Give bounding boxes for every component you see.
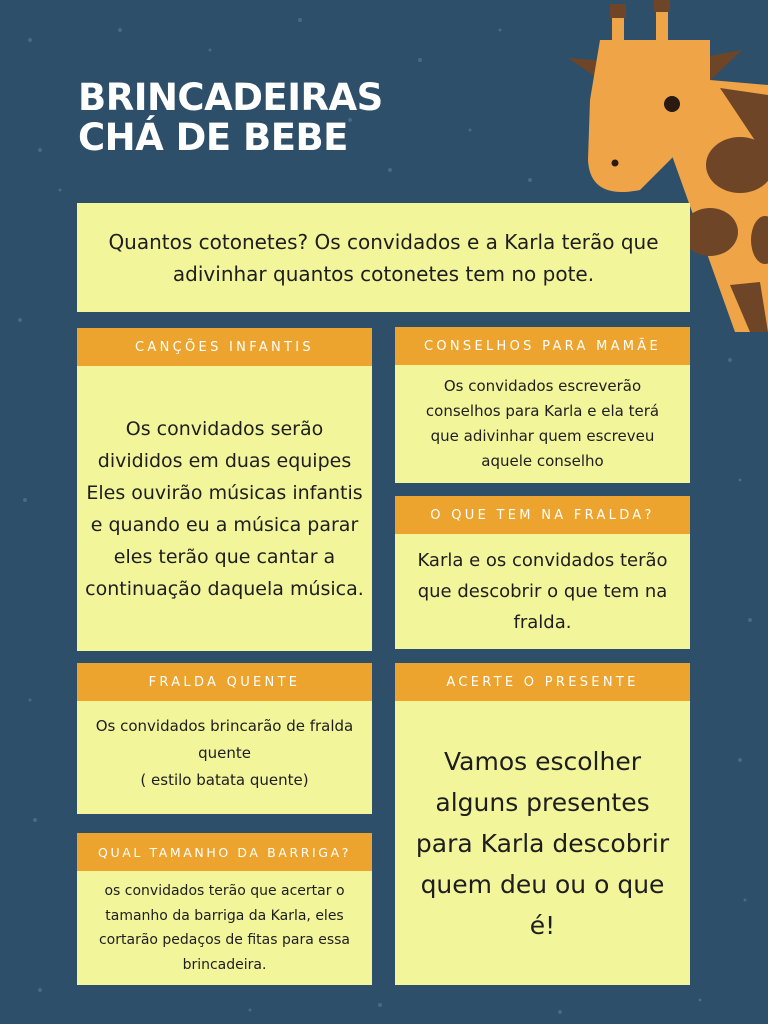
intro-text: Quantos cotonetes? Os convidados e a Karla terão que adivinhar quantos cotonetes tem no pote. [108, 229, 659, 286]
card-acerte-o-presente [395, 663, 690, 985]
card-conselhos-para-mamae [395, 327, 690, 483]
card-fralda-quente [77, 663, 372, 814]
card-o-que-tem-na-fralda [395, 496, 690, 649]
title-line-2: CHÁ DE BEBE [78, 116, 348, 159]
card-text: Os convidados brincarão de fralda quente ( estilo batata quente) [95, 717, 354, 789]
card-cancoes-infantis [77, 328, 372, 651]
card-text: os convidados terão que acertar o tamanho da barriga da Karla, eles cortarão pedaços de fitas para essa brincadeira. [98, 883, 351, 973]
card-text: Karla e os convidados terão que descobrir o que tem na fralda. [417, 550, 668, 633]
card-heading: CONSELHOS PARA MAMÃE [395, 327, 690, 365]
card-text: Os convidados serão divididos em duas equipes Eles ouvirão músicas infantis e quando eu a música parar eles terão que cantar a continuação daquela música. [85, 417, 364, 600]
intro-card [77, 203, 690, 312]
card-heading: FRALDA QUENTE [77, 663, 372, 701]
card-qual-tamanho-da-barriga [77, 833, 372, 985]
page-title [78, 78, 383, 158]
card-text: Vamos escolher alguns presentes para Karla descobrir quem deu ou o que é! [415, 746, 670, 940]
card-heading: O QUE TEM NA FRALDA? [395, 496, 690, 534]
card-text: Os convidados escreverão conselhos para Karla e ela terá que adivinhar quem escreveu aquele conselho [425, 377, 660, 470]
card-heading: CANÇÕES INFANTIS [77, 328, 372, 366]
title-line-1: BRINCADEIRAS [78, 76, 383, 119]
card-heading: ACERTE O PRESENTE [395, 663, 690, 701]
card-heading: QUAL TAMANHO DA BARRIGA? [77, 833, 372, 871]
